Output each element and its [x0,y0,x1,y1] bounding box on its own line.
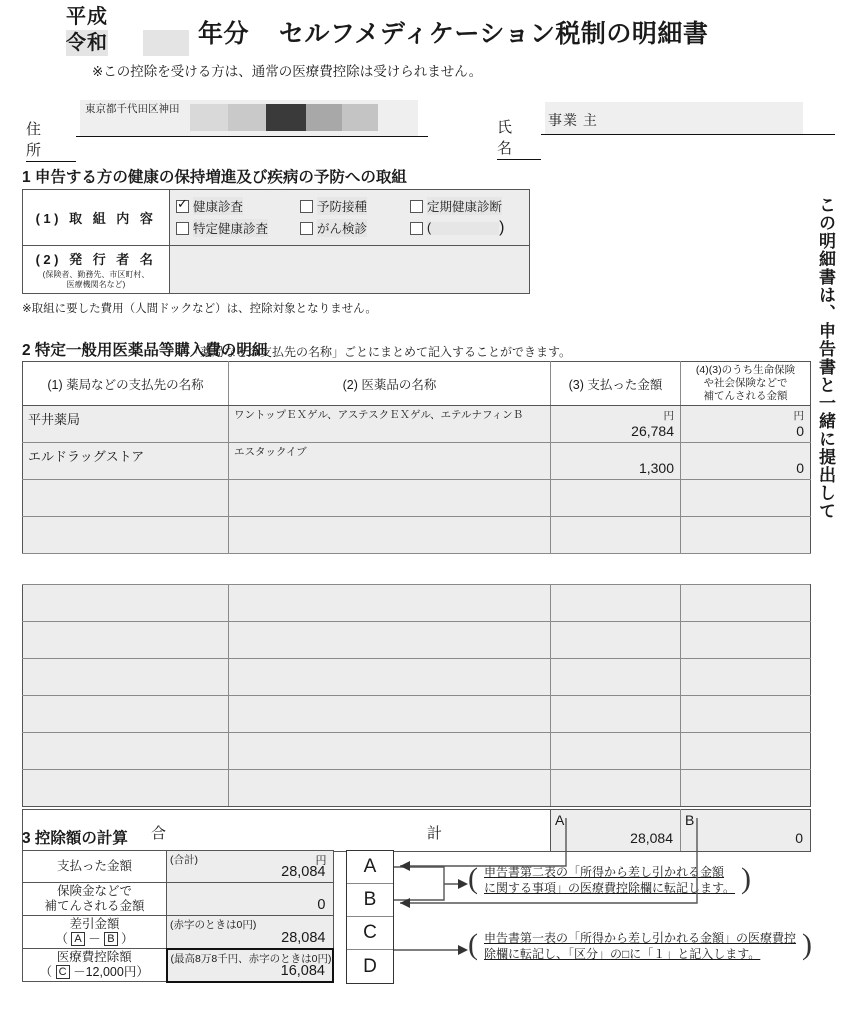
section1-row-publisher [23,246,529,293]
section1-publisher-sublabel [43,270,150,290]
col-header-payee: (1) 薬局などの支払先の名称 [23,362,229,406]
calc-row-paid [23,851,334,883]
calc-label-difference [23,916,167,949]
cell-paid[interactable] [551,517,681,554]
cell-payee[interactable] [23,733,229,770]
cell-compensated[interactable] [681,585,811,622]
cell-payee[interactable] [23,770,229,807]
address-underline [76,136,428,137]
cell-medicine[interactable]: エスタックイブ [229,443,551,480]
total-b-value: 0 [795,830,803,846]
cell-compensated[interactable] [681,406,811,443]
cell-medicine[interactable] [229,659,551,696]
section1-activities-label [23,190,170,245]
cell-payee[interactable]: エルドラッグストア [23,443,229,480]
cell-paid[interactable] [551,443,681,480]
calc-label-deduction-l1: 医療費控除額 [56,950,132,964]
yen-symbol: 円 [663,410,674,422]
redaction-block [306,104,342,131]
ref-box-c: C [56,965,70,979]
checkbox-label: 健康診査 [193,197,243,215]
cell-compensated[interactable] [681,770,811,807]
section1-publisher-label [23,246,170,293]
calc-label-insurance-l1: 保険金などで [56,884,132,898]
cell-medicine[interactable] [229,696,551,733]
vertical-side-note: この明細書は、申告書と一緒に提出して [816,196,835,520]
publisher-sublabel-line2: 医療機関名など) [66,280,126,289]
checkbox-label: 予防接種 [317,197,367,215]
calc-amount-difference: 28,084 [281,929,326,946]
col4-line2: や社会保険などで [703,377,788,389]
section2-table-wrap [22,361,810,852]
cell-compensated[interactable] [681,443,811,480]
name-label: 氏 名 [497,116,541,160]
activity-checkbox-grid [176,195,528,239]
col4-line1: (3)のうち生命保険 [708,364,796,376]
reference-letter-column [346,850,394,984]
redaction-block [190,104,228,131]
section1-heading: 1 申告する方の健康の保持増進及び疾病の予防への取組 [22,169,407,186]
cell-paid[interactable] [551,659,681,696]
checkbox-label: 特定健康診査 [193,219,268,237]
calc-amount-paid: 28,084 [281,864,326,880]
table-row[interactable] [23,585,811,622]
cell-medicine[interactable]: ワントップＥＸゲル、アステスクＥＸゲル、エテルナフィンＢ [229,406,551,443]
header-note: ※この控除を受ける方は、通常の医療費控除は受けられません。 [92,64,483,79]
total-a-cell [551,810,681,852]
section1-activities-body [170,190,529,245]
page-title [198,14,708,50]
checkbox-icon[interactable] [300,222,313,235]
cell-payee[interactable] [23,659,229,696]
table-row[interactable] [23,480,811,517]
checkbox-icon[interactable] [300,200,313,213]
section1-activities-label-text: (1) 取 組 内 容 [35,211,157,226]
table-row[interactable] [23,733,811,770]
total-a-value: 28,084 [630,830,673,846]
cell-paid[interactable] [551,622,681,659]
cell-payee[interactable] [23,517,229,554]
arrowhead-callout1 [458,879,468,889]
calc-label-insurance [23,883,167,916]
checkbox-icon[interactable] [176,222,189,235]
ref-letter-d: D [363,955,377,977]
cell-paid[interactable] [551,406,681,443]
total-b-cell [681,810,811,852]
era-heisei-label: 平成 [66,6,108,28]
section2-heading: 2 特定一般用医薬品等購入費の明細 [22,342,268,359]
form-title-text: セルフメディケーション税制の明細書 [278,20,709,48]
ref-letter-a: A [347,851,393,884]
callout2-line1: 申告書第一表の「所得から差し引かれる金額」の医療費控 [484,931,797,945]
callout-second-table [468,862,752,898]
ref-box-b: B [104,932,117,946]
calc-label-difference-l1: 差引金額 [69,917,120,931]
cell-payee[interactable] [23,585,229,622]
deduction-calculation-table [22,850,334,983]
calc-value-paid[interactable] [167,851,334,883]
section2-subheading: 「薬局などの支払先の名称」ごとにまとめて記入することができます。 [188,345,572,359]
section1-publisher-label-text: (2) 発 行 者 名 [35,252,157,267]
calc-amount-insurance: 0 [317,897,326,913]
cell-paid[interactable] [551,585,681,622]
calc-row-difference [23,916,334,949]
col-header-medicine: (2) 医薬品の名称 [229,362,551,406]
arrowhead-callout2 [458,945,468,955]
table-row[interactable] [23,517,811,554]
table-row[interactable] [23,406,811,443]
ref-box-a: A [71,932,84,946]
col4-superscript: (4) [695,364,709,376]
calc-value-deduction[interactable] [167,949,334,982]
ref-letter-c: C [347,917,393,950]
section1-table [22,189,530,294]
checkbox-icon[interactable] [410,222,423,235]
name-underline [541,134,835,135]
cell-compensated[interactable] [681,480,811,517]
callout1-line1: 申告書第二表の「所得から差し引かれる金額 [484,865,725,879]
cell-compensated[interactable] [681,696,811,733]
checkbox-item-other[interactable] [410,219,505,237]
checkbox-item-kenko-shinsa[interactable] [176,197,300,215]
redaction-block [228,104,266,131]
calc-label-insurance-l2: 補てんされる金額 [44,899,145,913]
calc-value-insurance[interactable] [167,883,334,916]
calc-label-difference-l2: （ A － B ） [55,932,134,946]
ref-letter-b: B [347,884,393,917]
cell-payee[interactable] [23,696,229,733]
calc-hint-paid: (合計) [170,854,198,866]
other-activity-input[interactable] [431,222,499,235]
year-input-box[interactable] [143,30,189,56]
cell-compensated[interactable] [681,733,811,770]
bracket-close: ) [802,928,813,961]
totals-row-table [22,809,811,852]
section1-row-activities [23,190,529,246]
cell-paid-value: 26,784 [631,423,674,439]
calc-amount-deduction: 16,084 [280,962,325,979]
cell-medicine[interactable] [229,480,551,517]
cell-payee[interactable] [23,480,229,517]
bracket-close: ) [741,862,752,895]
callout2-line2: 除欄に転記し、「区分」の□に「１」と記入します。 [484,947,761,961]
table-header-row [23,362,811,406]
cell-compensated[interactable] [681,659,811,696]
bracket-open: ( [468,928,478,961]
address-value: 東京都千代田区神田 [85,103,180,115]
cell-compensated-value: 0 [796,423,804,439]
callout-first-table [468,928,813,964]
checkbox-label: がん検診 [317,219,367,237]
arrowhead-a [400,861,410,871]
cell-payee[interactable] [23,622,229,659]
calc-label-paid: 支払った金額 [23,851,167,883]
bracket-open: ( [468,862,478,895]
cell-paid[interactable] [551,770,681,807]
totals-row [23,810,811,852]
table-row[interactable] [23,622,811,659]
year-suffix-label: 年分 [198,20,250,48]
publisher-sublabel-line1: (保険者、勤務先、市区町村、 [42,270,150,279]
checkbox-icon[interactable] [410,200,423,213]
checkbox-label: 定期健康診断 [427,197,502,215]
section1-publisher-input[interactable] [170,246,529,293]
calc-hint-deduction: (最高8万8千円、赤字のときは0円) [170,952,332,965]
cell-medicine[interactable] [229,585,551,622]
total-label-go: 合 [151,825,167,842]
arrowhead-b [400,898,410,908]
section1-note: ※取組に要した費用（人間ドックなど）は、控除対象となりません。 [22,303,377,315]
checkbox-label-close-paren: ) [499,219,505,236]
calc-label-deduction-l2: （ C －12,000円） [39,965,149,979]
section3-heading: 3 控除額の計算 [22,830,128,847]
cell-medicine[interactable] [229,622,551,659]
col4-line3: 補てんされる金額 [703,390,788,402]
checkbox-item-yobo-sesshu[interactable] [300,197,410,215]
checkbox-label-open-paren: ( [427,221,432,235]
cell-medicine[interactable] [229,517,551,554]
calc-row-insurance [23,883,334,916]
name-value: 事業 主 [548,112,598,128]
page-break-gap [22,554,810,584]
cell-compensated[interactable] [681,622,811,659]
cell-payee[interactable]: 平井薬局 [23,406,229,443]
calc-label-deduction [23,949,167,982]
cell-paid-value: 1,300 [638,460,674,476]
yen-symbol: 円 [315,855,327,867]
cell-compensated[interactable] [681,517,811,554]
table-row[interactable] [23,696,811,733]
yen-symbol: 円 [793,410,804,422]
checkbox-item-gan-kenshin[interactable] [300,219,410,237]
purchase-detail-table [22,361,811,554]
calc-row-deduction [23,949,334,982]
wire-ab-bracket [394,867,444,900]
callout1-line2: に関する事項」の医療費控除欄に転記します。 [484,881,736,895]
era-selector[interactable] [66,4,108,56]
cell-paid[interactable] [551,696,681,733]
checkbox-item-tokutei-kenko-shinsa[interactable] [176,219,300,237]
redaction-block [266,104,306,131]
calc-value-difference[interactable] [167,916,334,949]
table-row[interactable] [23,770,811,807]
address-label: 住 所 [26,118,76,162]
purchase-detail-table-continued [22,584,811,807]
cell-paid[interactable] [551,480,681,517]
total-label-kei: 計 [427,825,443,842]
cell-medicine[interactable] [229,733,551,770]
checkbox-item-teiki-kenko-shindan[interactable] [410,197,502,215]
col-header-paid: (3) 支払った金額 [551,362,681,406]
calc-hint-difference: (赤字のときは0円) [170,919,257,931]
era-reiwa-label: 令和 [66,32,108,54]
table-row[interactable] [23,659,811,696]
table-row[interactable] [23,443,811,480]
form-header [0,0,848,92]
cell-compensated-value: 0 [796,460,804,476]
cell-paid[interactable] [551,733,681,770]
cell-medicine[interactable] [229,770,551,807]
total-b-letter: B [685,812,695,828]
redaction-block [342,104,378,131]
col-header-compensated [681,362,811,406]
total-a-letter: A [555,812,565,828]
checkbox-icon[interactable] [176,200,189,213]
